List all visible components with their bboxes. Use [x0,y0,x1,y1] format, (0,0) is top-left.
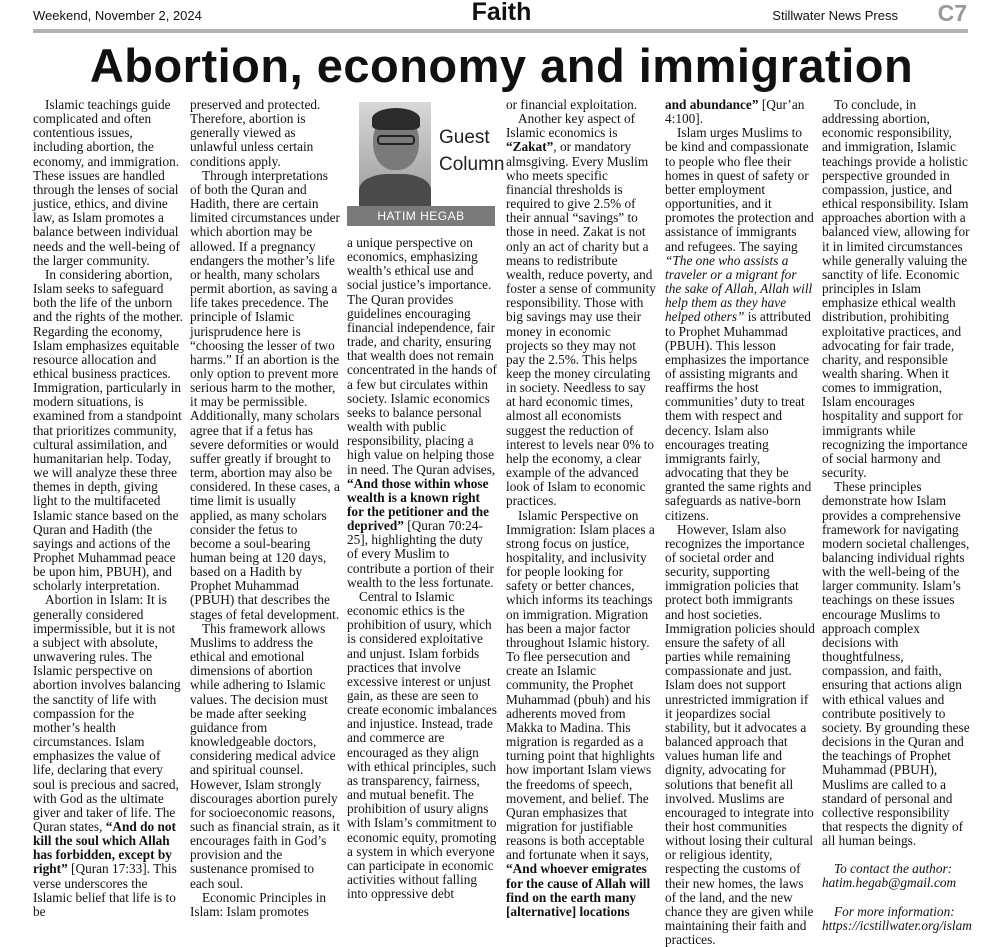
page-header [0,0,1003,30]
article-column-4 [506,98,656,919]
paragraph: Islamic teachings guide complicated and often contentious issues, including abortion, the economy, and immigration. These issues are handled through the lenses of social justice, ethics, and divine law, as Islam promotes a balance between individual needs and the well-being of the larger community. [33,97,180,268]
paragraph: This framework allows Muslims to address the ethical and emotional dimensions of abortion while adhering to Islamic values. The decision must be made after seeking guidance from knowledgeable doctors, considering medical advice and spiritual counsel. However, Islam strongly discourages abortion purely for socioeconomic reasons, such as financial strain, as it encourages faith in God’s provision and the sustenance promised to each soul. [190,620,340,891]
newspaper-name: Stillwater News Press [772,8,898,23]
paragraph: a unique perspective on economics, emphasizing wealth’s ethical use and social justice’s importance. The Quran provides guidelines encouraging financial independence, fair trade, and charity, ensuring that wealth does not remain concentrated in the hands of a few but circulates within society. Islamic economics seeks to balance personal wealth with public responsibility, placing a high value on helping those in need. The Quran advises, “And those within whose wealth is a known right for the petitioner and the deprived” [Quran 70:24-25], highlighting the duty of every Muslim to contribute a portion of their wealth to the less fortunate. [347,235,497,590]
article-column-1 [33,98,183,919]
quran-quote: “And whoever emigrates for the cause of Allah will find on the earth many [alternative] locations [506,861,651,919]
paragraph: Islam urges Muslims to be kind and compassionate to people who flee their homes in quest of safety or better employment opportunities, and it promotes the protection and assistance of immigrants and refugees. The saying “The one who assists a traveler or a migrant for the sake of Allah, Allah will help them as they have helped others” is attributed to Prophet Muhammad (PBUH). This lesson emphasizes the importance of assisting migrants and reaffirms the host communities’ duty to treat them with respect and decency. Islam also encourages treating immigrants fairly, advocating that they be granted the same rights and safeguards as native-born citizens. [665,125,814,523]
issue-date: Weekend, November 2, 2024 [33,8,202,23]
paragraph: Another key aspect of Islamic economics is “Zakat”, or mandatory almsgiving. Every Muslim who meets specific financial thresholds is required to give 2.5% of their annual “savings” to those in need. Zakat is not only an act of charity but a means to redistribute wealth, reduce poverty, and foster a sense of community responsibility. Those with big savings may use their money in economic projects so they may not pay the 2.5%. This helps keep the money circulating in society. Needless to say at hard economic times, almost all economists suggest the reduction of interest to levels near 0% to help the economy, a clear example of the advanced look of Islam to economic practices. [506,111,656,509]
paragraph: To conclude, in addressing abortion, economic responsibility, and immigration, Islamic teachings provide a holistic perspective grounded in compassion, justice, and ethical responsibility. Islam approaches abortion with a balanced view, allowing for it in limited circumstances while generally valuing the sanctity of life. Economic principles in Islam emphasize ethical wealth distribution, prohibiting exploitative practices, and advocating for fair trade, charity, and responsible wealth sharing. When it comes to immigration, Islam encourages hospitality and support for immigrants while recognizing the importance of social harmony and security. [822,97,970,481]
page-number: C7 [937,0,967,26]
author-email[interactable]: hatim.hegab@gmail.com [822,875,957,891]
paragraph: preserved and protected. Therefore, abortion is generally viewed as unlawful unless certain conditions apply. [190,97,321,169]
author-photo [359,102,431,206]
guest-column-badge [347,98,505,226]
paragraph: These principles demonstrate how Islam provides a comprehensive framework for navigating modern societal challenges, balancing individual rights with the well-being of the larger community. Islam’s teachings on these issues encourage Muslims to approach complex decisions with thoughtfulness, compassion, and faith, ensuring that actions align with ethical values and contribute positively to society. By grounding these decisions in the Quran and the teachings of Prophet Muhammad (PBUH), Muslims are called to a standard of personal and collective responsibility that respects the dignity of all human beings. [822,479,970,849]
paragraph: Islamic Perspective on Immigration: Islam places a strong focus on justice, hospitality, and inclusivity for people looking for safety or better chances, which informs its teachings on immigration. Migration has been a major factor throughout Islamic history. To flee persecution and create an Islamic community, the Prophet Muhammad (pbuh) and his adherents moved from Makka to Madina. This migration is regarded as a turning point that highlights how important Islam views the freedoms of speech, movement, and belief. The Quran emphasizes that migration for justifiable reasons is both acceptable and fortunate when it says, “And whoever emigrates for the cause of Allah will find on the earth many [alternative] locations [506,507,655,919]
article-column-6 [822,98,972,933]
guest-column-label: Guest Column [439,127,505,175]
paragraph: Economic Principles in Islam: Islam promotes [190,889,327,919]
header-rule [33,29,968,33]
author-name: HATIM HEGAB [347,206,495,226]
paragraph: Abortion in Islam: It is generally considered impermissible, but it is not a subject with absolute, unwavering rules. The Islamic perspective on abortion involves balancing the sanctity of life with compassion for the mother’s health circumstances. Islam emphasizes the value of life, declaring that every soul is precious and sacred, with God as the ultimate giver and taker of life. The Quran states, “And do not kill the soul which Allah has forbidden, except by right” [Quran 17:33]. This verse underscores the Islamic belief that life is to be [33,592,181,919]
paragraph: In considering abortion, Islam seeks to safeguard both the life of the unborn and the rights of the mother. Regarding the economy, Islam emphasizes equitable resource allocation and ethical business practices. Immigration, particularly in modern situations, is examined from a standpoint that prioritizes community, cultural assimilation, and humanitarian help. Today, we will analyze these three themes in depth, giving light to the multifaceted Islamic stance based on the Quran and Hadith (the sayings and actions of the Prophet Muhammad peace be upon him, PBUH), and scholarly interpretation. [33,266,183,594]
more-info: For more information: https://icstillwater.org/islam [822,903,972,933]
quran-quote: “And those within whose wealth is a known right for the petitioner and the deprived” [347,475,490,534]
hadith-quote: “The one who assists a traveler or a migrant for the sake of Allah, Allah will help them as they have helped others” [665,252,813,325]
section-title: Faith [471,0,532,26]
article-column-5 [665,98,815,947]
info-link[interactable]: https://icstillwater.org/islam [822,917,972,933]
article-column-3 [347,236,497,901]
article-column-2 [190,98,341,919]
quran-quote: “And do not kill the soul which Allah has forbidden, except by right” [33,818,176,877]
paragraph: and abundance” [Qur’an 4:100]. [665,97,805,127]
paragraph: or financial exploitation. [506,97,638,112]
paragraph: Central to Islamic economic ethics is the prohibition of usury, which is considered exploitative and unjust. Islam forbids practices that involve excessive interest or unjust gain, as these are seen to create economic imbalances and injustice. Instead, trade and commerce are encouraged as they align with ethical principles, such as transparency, fairness, and mutual benefit. The prohibition of usury aligns with Islam’s commitment to economic equity, promoting a system in which everyone can participate in economic activities without falling into oppressive debt [347,588,497,902]
contact-info: To contact the author: hatim.hegab@gmail.com [822,861,957,891]
paragraph: Through interpretations of both the Quran and Hadith, there are certain limited circumstances under which abortion may be allowed. If a pregnancy endangers the mother’s life or health, many scholars permit abortion, as saving a life takes precedence. The principle of Islamic jurisprudence here is “choosing the lesser of two harms.” If an abortion is the only option to prevent more serious harm to the mother, it may be permissible. Additionally, many scholars agree that if a fetus has severe deformities or would suffer greatly if brought to term, abortion may also be considered. In these cases, a time limit is usually applied, as many scholars consider the fetus to become a soul-bearing human being at 120 days, based on a Hadith by Prophet Muhammad (PBUH) that describes the stages of fetal development. [190,167,340,622]
article-headline: Abortion, economy and immigration [89,39,914,92]
paragraph: However, Islam also recognizes the importance of societal order and security, supporting immigration policies that protect both immigrants and host societies. Immigration policies should ensure the safety of all parties while remaining compassionate and just. Islam does not support unrestricted immigration if it jeopardizes social stability, but it advocates a balanced approach that values human life and dignity, advocating for solutions that benefit all involved. Muslims are encouraged to integrate into their host communities without losing their cultural or religious identity, respecting the customs of their new homes, the laws of the land, and the new chance they are given while maintaining their faith and practices. [665,521,815,947]
